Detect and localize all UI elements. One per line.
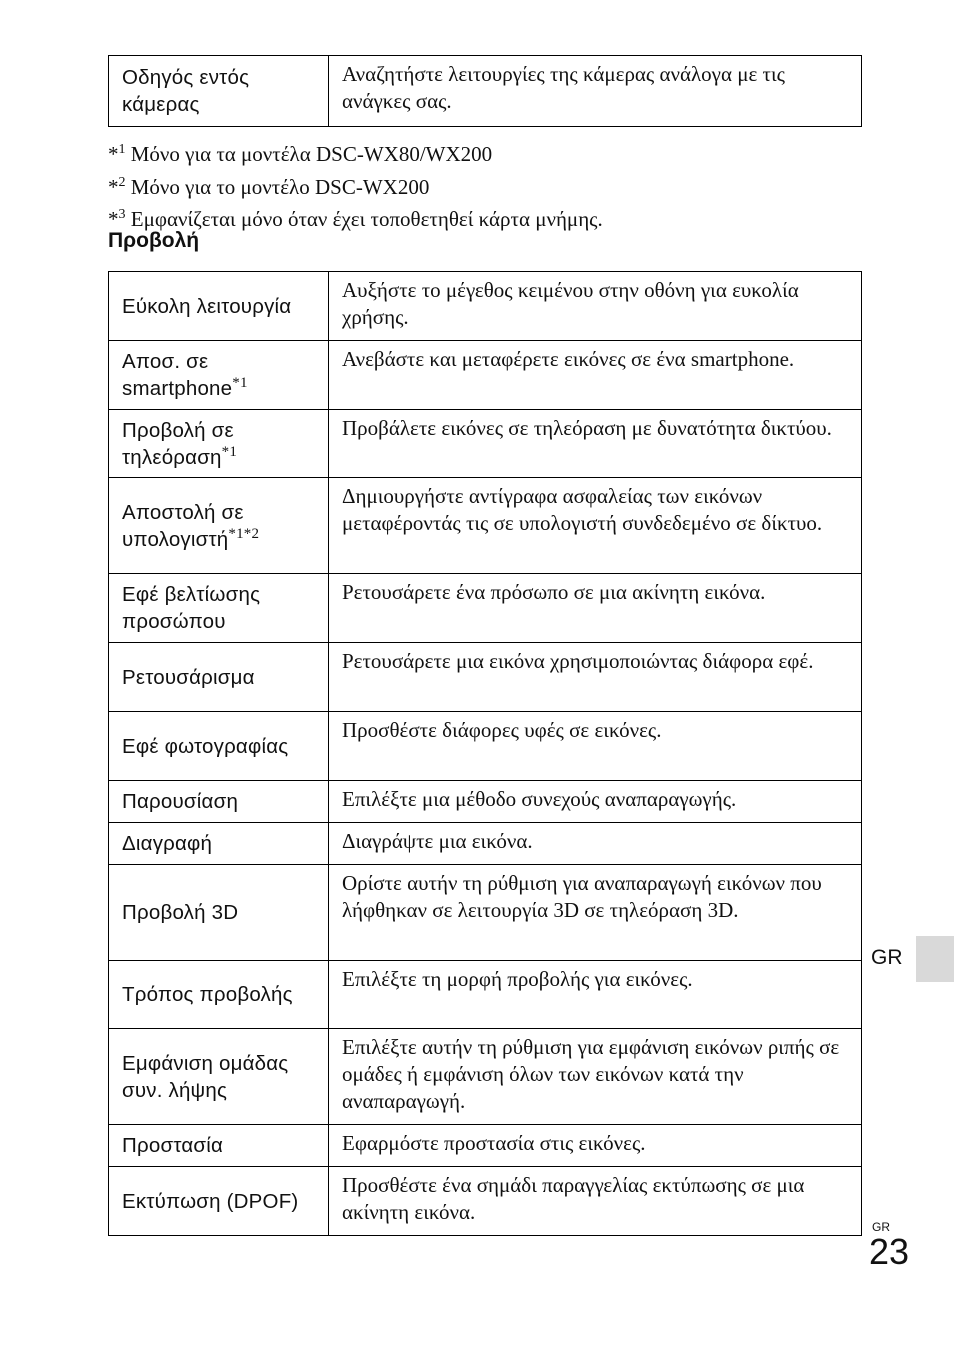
table-row [109, 56, 862, 127]
feature-description: Αυξήστε το μέγεθος κειμένου στην οθόνη για ευκολία χρήσης. [329, 272, 862, 341]
feature-term [109, 961, 329, 1029]
feature-description: Ανεβάστε και μεταφέρετε εικόνες σε ένα smartphone. [329, 341, 862, 410]
feature-term-label: Εφέ βελτίωσης προσώπου [122, 583, 261, 633]
feature-term-label: Προβολή 3D [122, 901, 239, 924]
footnote [108, 136, 603, 169]
feature-term [109, 1029, 329, 1125]
feature-term [109, 574, 329, 643]
feature-term [109, 478, 329, 574]
feature-term [109, 712, 329, 781]
footnote-mark: *$^3$ [108, 207, 126, 231]
footnote [108, 169, 603, 202]
side-tab-marker [916, 936, 954, 982]
feature-description: Εφαρμόστε προστασία στις εικόνες. [329, 1125, 862, 1167]
feature-term [109, 341, 329, 410]
top-feature-table [108, 55, 862, 127]
table-row [109, 574, 862, 643]
table-row [109, 961, 862, 1029]
footnote-text: Εμφανίζεται μόνο όταν έχει τοποθετηθεί κάρτα μνήμης. [130, 207, 603, 231]
table-row [109, 410, 862, 478]
feature-term-label: Διαγραφή [122, 832, 213, 855]
feature-term [109, 643, 329, 712]
table-row [109, 1125, 862, 1167]
feature-term-label: Εμφάνιση ομάδας συν. λήψης [122, 1051, 289, 1102]
table-row [109, 781, 862, 823]
feature-description: Επιλέξτε αυτήν τη ρύθμιση για εμφάνιση εικόνων ριπής σε ομάδες ή εμφάνιση όλων των εικόνων κατά την αναπαραγωγή. [329, 1029, 862, 1125]
feature-term: Οδηγός εντός κάμερας [109, 56, 329, 127]
feature-term [109, 410, 329, 478]
table-row [109, 1167, 862, 1236]
feature-term-label: Προστασία [122, 1134, 224, 1157]
feature-term [109, 1125, 329, 1167]
table-row [109, 865, 862, 961]
footnote-reference: *1 [221, 443, 238, 460]
feature-description: Δημιουργήστε αντίγραφα ασφαλείας των εικόνων μεταφέροντάς τις σε υπολογιστή συνδεδεμένο σε δίκτυο. [329, 478, 862, 574]
feature-term [109, 823, 329, 865]
feature-description: Ορίστε αυτήν τη ρύθμιση για αναπαραγωγή εικόνων που λήφθηκαν σε λειτουργία 3D σε τηλεόραση 3D. [329, 865, 862, 961]
page-language: GR [872, 1220, 890, 1234]
footnote-mark: *$^1$ [108, 142, 126, 166]
table-row [109, 478, 862, 574]
feature-term [109, 1167, 329, 1236]
feature-description: Ρετουσάρετε μια εικόνα χρησιμοποιώντας διάφορα εφέ. [329, 643, 862, 712]
feature-term [109, 781, 329, 823]
table-row [109, 1029, 862, 1125]
table-row [109, 643, 862, 712]
feature-description: Προσθέστε ένα σημάδι παραγγελίας εκτύπωσης σε μια ακίνητη εικόνα. [329, 1167, 862, 1236]
footnote-reference: *1*2 [228, 525, 260, 542]
feature-description: Προσθέστε διάφορες υφές σε εικόνες. [329, 712, 862, 781]
footnote-mark: *$^2$ [108, 174, 126, 199]
playback-feature-table [108, 271, 862, 1236]
feature-term-label: Αποσ. σε smartphone [122, 350, 233, 400]
feature-description: Αναζητήστε λειτουργίες της κάμερας ανάλογα με τις ανάγκες σας. [329, 56, 862, 127]
table-row [109, 341, 862, 410]
feature-description: Επιλέξτε μια μέθοδο συνεχούς αναπαραγωγής. [329, 781, 862, 823]
feature-term-label: Παρουσίαση [122, 790, 239, 813]
feature-term-label: Προβολή σε τηλεόραση [122, 418, 234, 469]
feature-description: Προβάλετε εικόνες σε τηλεόραση με δυνατότητα δικτύου. [329, 410, 862, 478]
feature-term [109, 272, 329, 341]
footnote-text: Μόνο για το μοντέλο DSC-WX200 [130, 174, 430, 199]
feature-description: Διαγράψτε μια εικόνα. [329, 823, 862, 865]
feature-description: Ρετουσάρετε ένα πρόσωπο σε μια ακίνητη εικόνα. [329, 574, 862, 643]
feature-term-label: Αποστολή σε υπολογιστή [122, 500, 244, 551]
table-row [109, 272, 862, 341]
page-number: 23 [869, 1231, 910, 1272]
side-tab-label: GR [871, 946, 903, 969]
feature-term-label: Εκτύπωση (DPOF) [122, 1189, 299, 1213]
section-title: Προβολή [108, 229, 200, 252]
table-row [109, 712, 862, 781]
feature-term-label: Εύκολη λειτουργία [122, 294, 292, 318]
feature-term-label: Τρόπος προβολής [122, 983, 293, 1006]
feature-term-label: Εφέ φωτογραφίας [122, 734, 289, 758]
footnote-text: Μόνο για τα μοντέλα DSC-WX80/WX200 [130, 142, 493, 166]
table-row [109, 823, 862, 865]
feature-term-label: Ρετουσάρισμα [122, 665, 255, 689]
footnote-reference: *1 [232, 375, 248, 392]
footnotes [108, 136, 603, 234]
feature-description: Επιλέξτε τη μορφή προβολής για εικόνες. [329, 961, 862, 1029]
feature-term [109, 865, 329, 961]
